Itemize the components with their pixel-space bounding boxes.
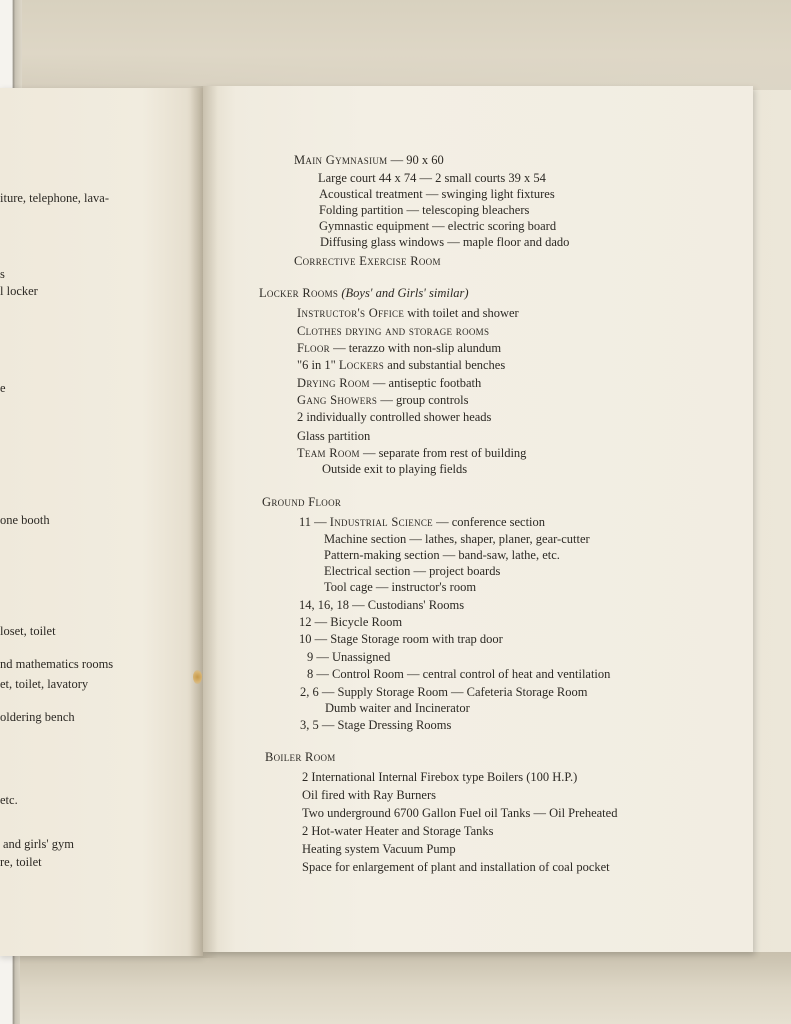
locker-item: 2 individually controlled shower heads: [297, 410, 492, 424]
locker-item: Glass partition: [297, 429, 371, 443]
ground-item: Electrical section — project boards: [324, 564, 501, 578]
boiler-item: Space for enlargement of plant and installation of coal pocket: [302, 860, 610, 874]
boiler-item: Heating system Vacuum Pump: [302, 842, 456, 856]
left-fragment: one booth: [0, 513, 50, 527]
gym-item: Gymnastic equipment — electric scoring board: [319, 219, 557, 233]
gym-item: Diffusing glass windows — maple floor and dado: [320, 235, 570, 249]
gym-item: Large court 44 x 74 — 2 small courts 39 x 54: [318, 171, 546, 185]
left-fragment: loset, toilet: [0, 624, 56, 638]
boiler-room-heading: Boiler Room: [265, 750, 336, 764]
top-shadow: [20, 0, 791, 90]
left-fragment: e: [0, 381, 6, 395]
ground-item: 11 — Industrial Science — conference section: [299, 515, 546, 529]
left-fragment: re, toilet: [0, 855, 42, 869]
left-fragment: oldering bench: [0, 710, 75, 724]
boiler-item: 2 International Internal Firebox type Boilers (100 H.P.): [302, 770, 578, 784]
left-fragment: nd mathematics rooms: [0, 657, 114, 671]
gym-item: Acoustical treatment — swinging light fixtures: [319, 187, 555, 201]
locker-item: Gang Showers — group controls: [297, 393, 469, 407]
ground-item: 3, 5 — Stage Dressing Rooms: [300, 718, 452, 732]
gym-item: Folding partition — telescoping bleachers: [319, 203, 530, 217]
locker-item: Floor — terazzo with non-slip alundum: [297, 341, 502, 355]
bottom-shadow: [20, 952, 791, 1024]
left-fragment: l locker: [0, 284, 38, 298]
ground-item: Dumb waiter and Incinerator: [325, 701, 470, 715]
right-page: [203, 86, 753, 952]
boiler-item: Oil fired with Ray Burners: [302, 788, 437, 802]
ground-item: 10 — Stage Storage room with trap door: [299, 632, 503, 646]
locker-item: Team Room — separate from rest of building: [297, 446, 527, 460]
ground-item: Machine section — lathes, shaper, planer, gear-cutter: [324, 532, 590, 546]
paper-stain: [193, 670, 202, 684]
left-fragment: and girls' gym: [3, 837, 74, 851]
boiler-item: Two underground 6700 Gallon Fuel oil Tanks — Oil Preheated: [302, 806, 618, 820]
ground-item: Pattern-making section — band-saw, lathe, etc.: [324, 548, 560, 562]
boiler-item: 2 Hot-water Heater and Storage Tanks: [302, 824, 494, 838]
ground-item: 12 — Bicycle Room: [299, 615, 403, 629]
left-page: [0, 88, 203, 956]
main-gym-heading: Main Gymnasium — 90 x 60: [294, 153, 444, 167]
left-fragment: iture, telephone, lava-: [0, 191, 109, 205]
locker-item: Clothes drying and storage rooms: [297, 324, 490, 338]
locker-heading: Locker Rooms (Boys' and Girls' similar): [259, 286, 469, 300]
locker-item: Outside exit to playing fields: [322, 462, 468, 476]
left-fragment: et, toilet, lavatory: [0, 677, 89, 691]
locker-item: "6 in 1" Lockers and substantial benches: [297, 358, 506, 372]
ground-item: 14, 16, 18 — Custodians' Rooms: [299, 598, 465, 612]
ground-item: 9 — Unassigned: [307, 650, 391, 664]
ground-floor-heading: Ground Floor: [262, 495, 342, 509]
left-fragment: s: [0, 267, 5, 281]
locker-item: Instructor's Office with toilet and shower: [297, 306, 519, 320]
corrective-room: Corrective Exercise Room: [294, 254, 441, 268]
ground-item: Tool cage — instructor's room: [324, 580, 477, 594]
locker-item: Drying Room — antiseptic footbath: [297, 376, 482, 390]
ground-item: 2, 6 — Supply Storage Room — Cafeteria Storage Room: [300, 685, 588, 699]
ground-item: 8 — Control Room — central control of heat and ventilation: [307, 667, 611, 681]
left-fragment: etc.: [0, 793, 18, 807]
